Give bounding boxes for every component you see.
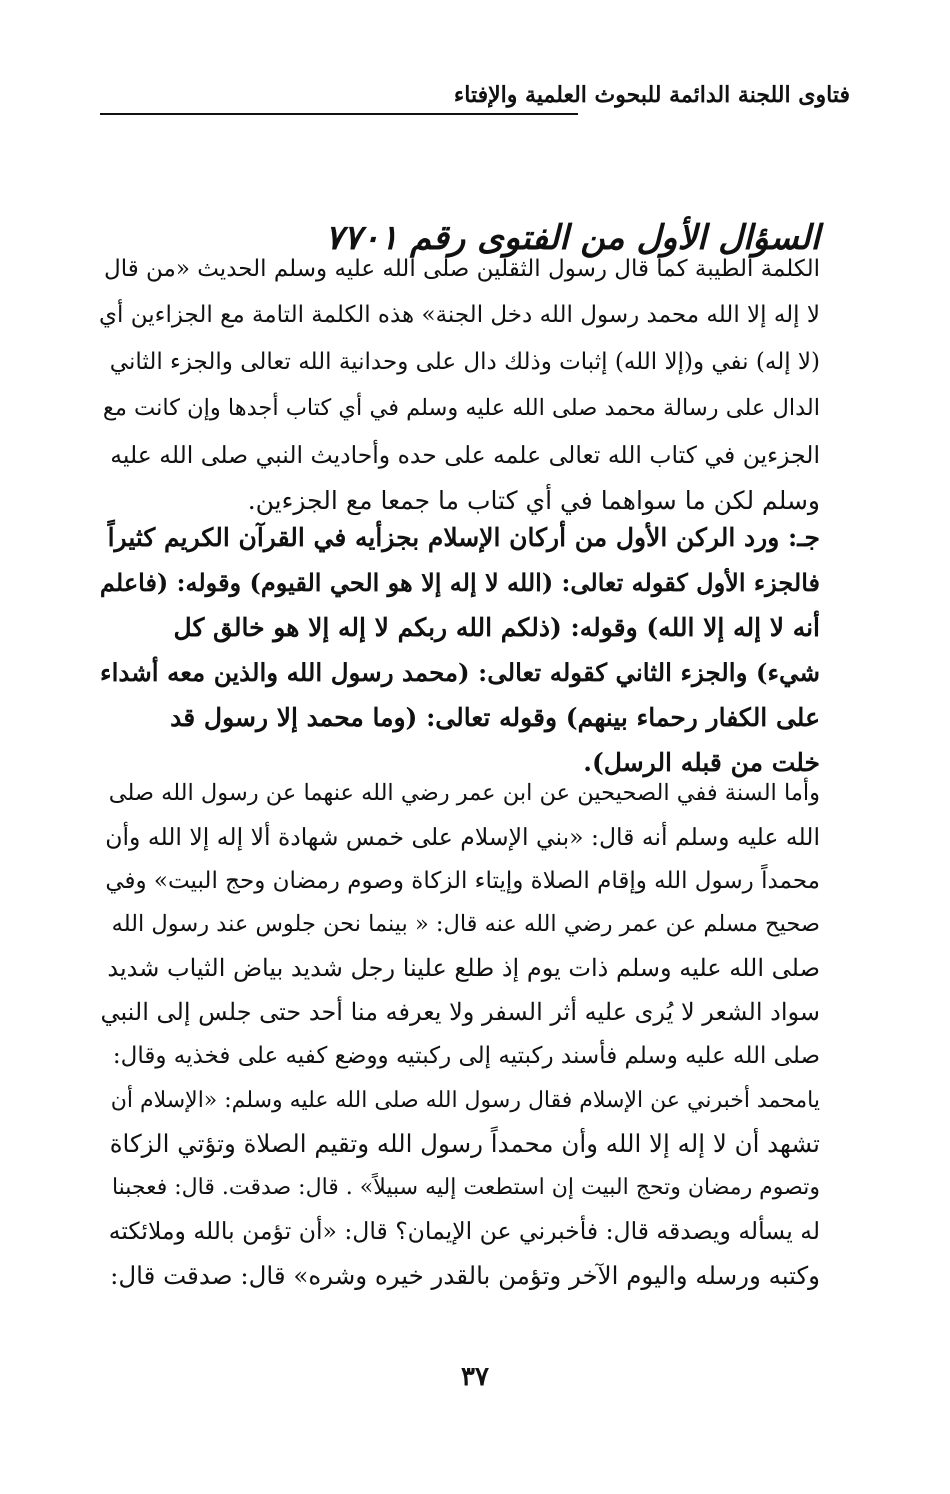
text-line: وأما السنة ففي الصحيحين عن ابن عمر رضي الله عنهما عن رسول الله صلى [108, 780, 820, 806]
text-line: الجزءين في كتاب الله تعالى علمه على حده وأحاديث النبي صلى الله عليه [110, 440, 820, 469]
text-line: الله عليه وسلم أنه قال: «بني الإسلام على خمس شهادة ألا إله إلا الله وأن [105, 822, 820, 851]
text-line: صلى الله عليه وسلم ذات يوم إذ طلع علينا رجل شديد بياض الثياب شديد [107, 954, 820, 983]
text-line: صحيح مسلم عن عمر رضي الله عنه قال: « بينما نحن جلوس عند رسول الله [111, 911, 820, 938]
text-line: جـ: ورد الركن الأول من أركان الإسلام بجزأيه في القرآن الكريم كثيراً [107, 523, 820, 552]
page-number: ٣٧ [461, 1362, 489, 1392]
section-heading: السؤال الأول من الفتوى رقم ٧٧٠١ [325, 218, 820, 259]
header-rule [100, 113, 578, 115]
text-line: وسلم لكن ما سواهما في أي كتاب ما جمعا مع الجزءين. [247, 486, 820, 516]
text-line: شيء) والجزء الثاني كقوله تعالى: (محمد رسول الله والذين معه أشداء [100, 658, 820, 687]
text-line: صلى الله عليه وسلم فأسند ركبتيه إلى ركبتيه ووضع كفيه على فخذيه وقال: [112, 1042, 820, 1069]
sunnah-paragraph [100, 772, 820, 1298]
text-line: خلت من قبله الرسل). [583, 748, 820, 777]
text-line: أنه لا إله إلا الله) وقوله: (ذلكم الله ربكم لا إله إلا هو خالق كل [173, 613, 820, 642]
text-line: محمداً رسول الله وإقام الصلاة وإيتاء الزكاة وصوم رمضان وحج البيت» وفي [105, 867, 820, 894]
text-line: سواد الشعر لا يُرى عليه أثر السفر ولا يعرفه منا أحد حتى جلس إلى النبي [100, 997, 820, 1026]
text-line: وتصوم رمضان وتحج البيت إن استطعت إليه سبيلاً» . قال: صدقت. قال: فعجبنا [111, 1175, 820, 1201]
text-line: فالجزء الأول كقوله تعالى: (الله لا إله إلا هو الحي القيوم) وقوله: (فاعلم [99, 568, 820, 597]
text-line: له يسأله ويصدقه قال: فأخبرني عن الإيمان؟ قال: «أن تؤمن بالله وملائكته [108, 1216, 820, 1245]
text-line: على الكفار رحماء بينهم) وقوله تعالى: (وما محمد إلا رسول قد [170, 703, 820, 732]
question-paragraph [100, 246, 820, 524]
text-line: وكتبه ورسله واليوم الآخر وتؤمن بالقدر خيره وشره» قال: صدقت قال: [110, 1260, 820, 1290]
text-line: الكلمة الطيبة كما قال رسول الثقلين صلى الله عليه وسلم الحديث «من قال [103, 256, 820, 282]
text-line: (لا إله) نفي و(إلا الله) إثبات وذلك دال على وحدانية الله تعالى والجزء الثاني [109, 348, 820, 375]
text-line: تشهد أن لا إله إلا الله وأن محمداً رسول الله وتقيم الصلاة وتؤتي الزكاة [109, 1129, 820, 1159]
running-header: فتاوى اللجنة الدائمة للبحوث العلمية والإفتاء [453, 82, 850, 108]
answer-paragraph [100, 515, 820, 785]
text-line: لا إله إلا الله محمد رسول الله دخل الجنة» هذه الكلمة التامة مع الجزاءين أي [99, 302, 820, 329]
text-line: الدال على رسالة محمد صلى الله عليه وسلم في أي كتاب أجدها وإن كانت مع [102, 395, 820, 422]
text-line: يامحمد أخبرني عن الإسلام فقال رسول الله صلى الله عليه وسلم: «الإسلام أن [110, 1087, 820, 1113]
